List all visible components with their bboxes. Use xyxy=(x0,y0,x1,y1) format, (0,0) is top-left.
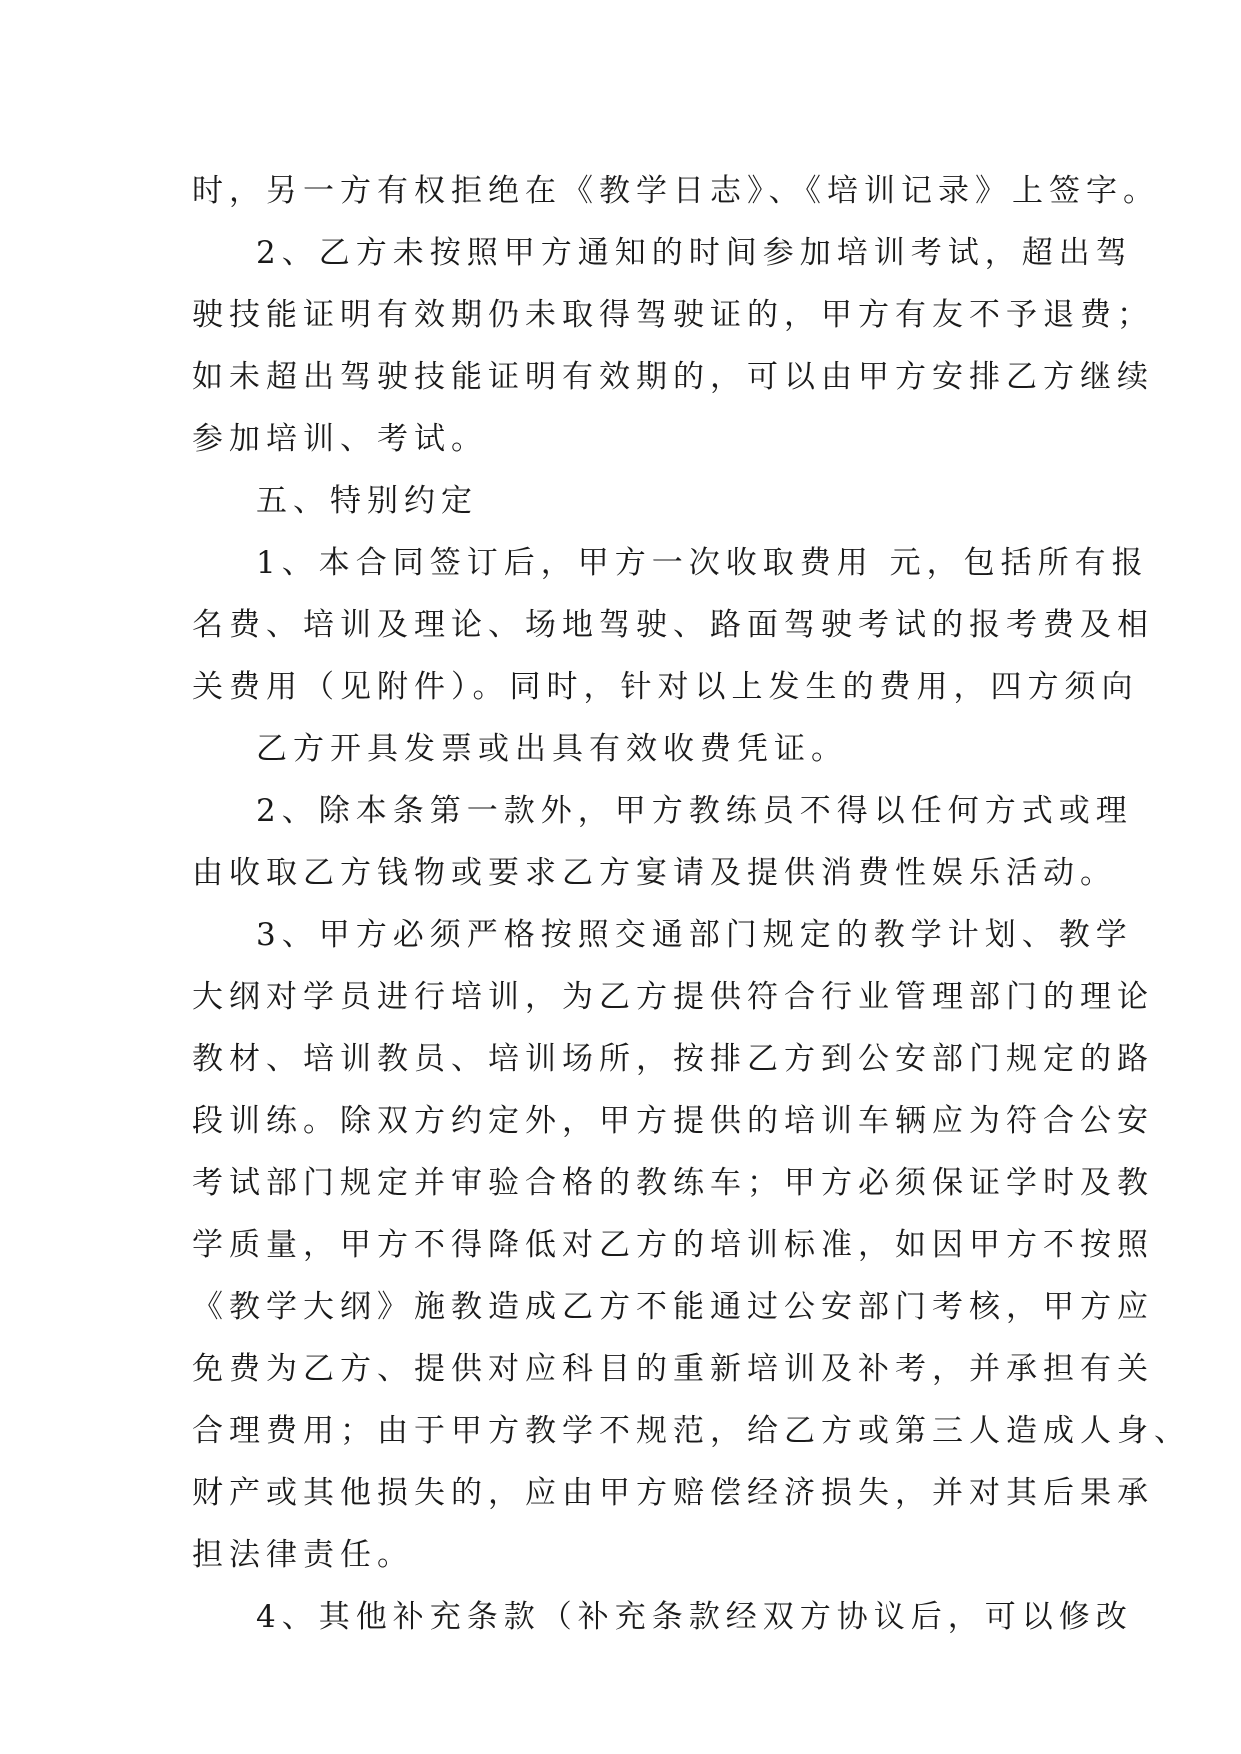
text-line: 2、除本条第一款外，甲方教练员不得以任何方式或理 xyxy=(256,793,1133,829)
document-body xyxy=(192,160,1191,1648)
text-line: 名费、培训及理论、场地驾驶、路面驾驶考试的报考费及相 xyxy=(192,607,1154,643)
section-heading: 五、特别约定 xyxy=(256,483,478,519)
text-line: 大纲对学员进行培训，为乙方提供符合行业管理部门的理论 xyxy=(192,979,1154,1015)
text-line: 担法律责任。 xyxy=(192,1537,414,1573)
text-line: 2、乙方未按照甲方通知的时间参加培训考试，超出驾 xyxy=(256,235,1133,271)
text-line: 参加培训、考试。 xyxy=(192,421,488,457)
text-line: 教材、培训教员、培训场所，按排乙方到公安部门规定的路 xyxy=(192,1041,1154,1077)
text-line: 1、本合同签订后，甲方一次收取费用 元，包括所有报 xyxy=(256,545,1149,581)
text-line: 如未超出驾驶技能证明有效期的，可以由甲方安排乙方继续 xyxy=(192,359,1154,395)
text-line: 乙方开具发票或出具有效收费凭证。 xyxy=(256,731,848,767)
text-line: 考试部门规定并审验合格的教练车；甲方必须保证学时及教 xyxy=(192,1165,1154,1201)
text-line: 3、甲方必须严格按照交通部门规定的教学计划、教学 xyxy=(256,917,1133,953)
text-line: 财产或其他损失的，应由甲方赔偿经济损失，并对其后果承 xyxy=(192,1475,1154,1511)
text-line: 由收取乙方钱物或要求乙方宴请及提供消费性娱乐活动。 xyxy=(192,855,1117,891)
text-line: 合理费用；由于甲方教学不规范，给乙方或第三人造成人身、 xyxy=(192,1413,1191,1449)
text-line: 4、其他补充条款（补充条款经双方协议后，可以修改 xyxy=(256,1599,1133,1635)
text-line: 《教学大纲》施教造成乙方不能通过公安部门考核，甲方应 xyxy=(192,1289,1154,1325)
text-line: 段训练。除双方约定外，甲方提供的培训车辆应为符合公安 xyxy=(192,1103,1154,1139)
text-line: 关费用（见附件）。同时，针对以上发生的费用，四方须向 xyxy=(192,669,1139,705)
text-line: 时，另一方有权拒绝在《教学日志》、《培训记录》上签字。 xyxy=(192,173,1160,209)
text-line: 免费为乙方、提供对应科目的重新培训及补考，并承担有关 xyxy=(192,1351,1154,1387)
text-line: 学质量，甲方不得降低对乙方的培训标准，如因甲方不按照 xyxy=(192,1227,1154,1263)
text-line: 驶技能证明有效期仍未取得驾驶证的，甲方有友不予退费； xyxy=(192,297,1154,333)
